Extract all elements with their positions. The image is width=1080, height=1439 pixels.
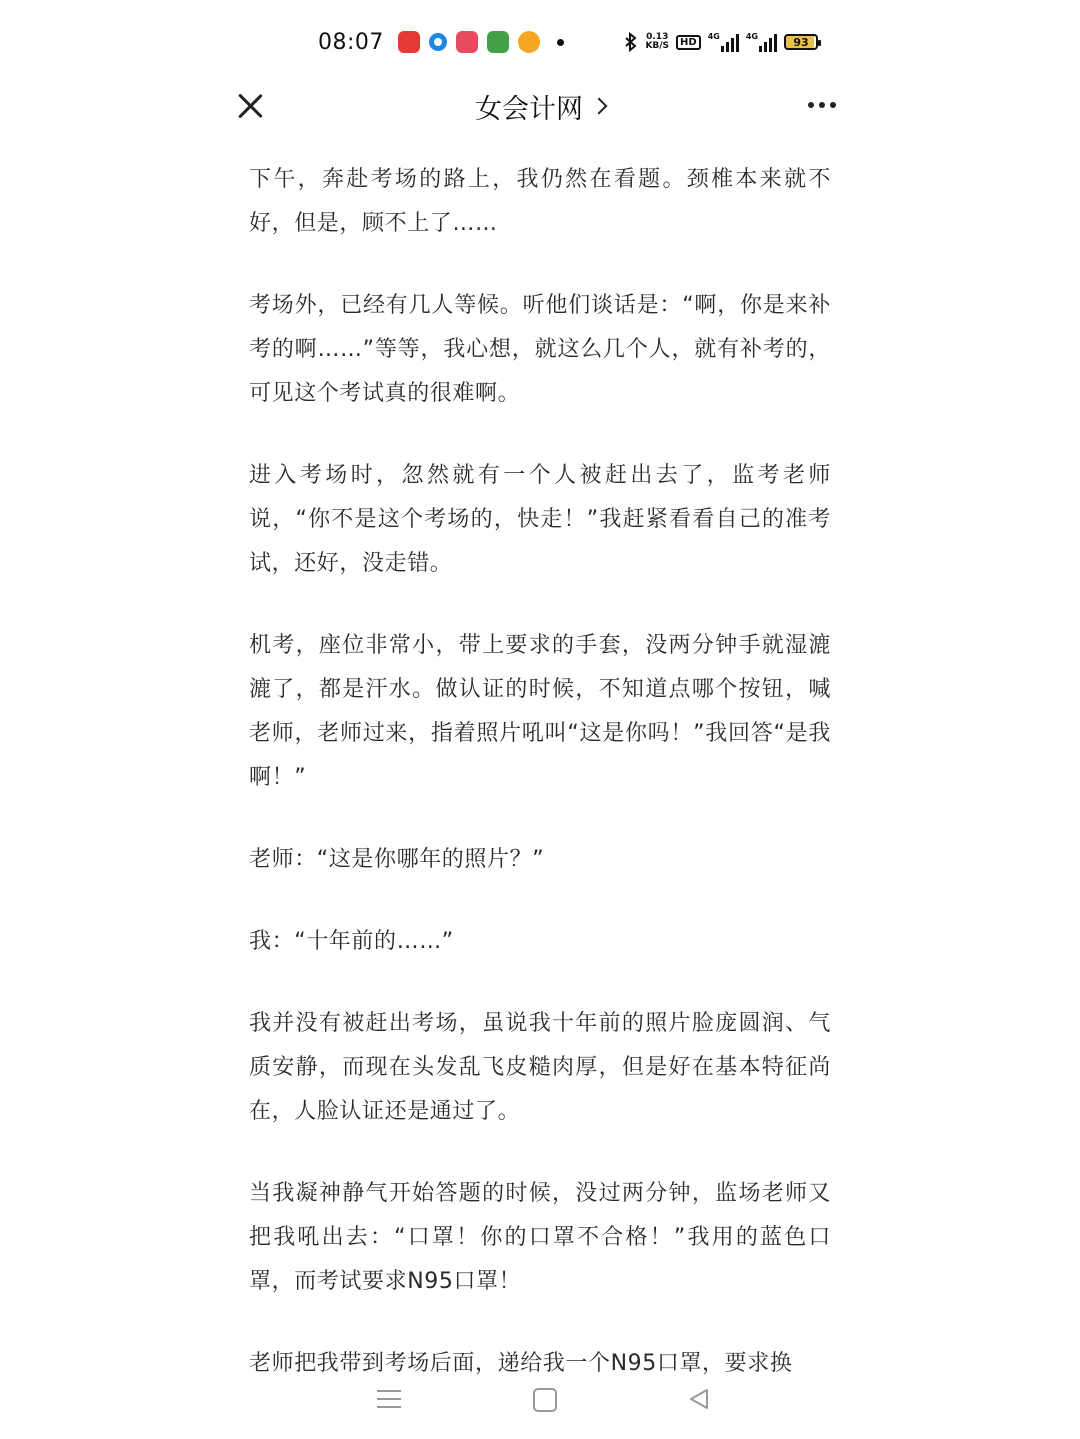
page-title: 女会计网: [475, 93, 583, 125]
hd-badge: HD: [676, 35, 701, 50]
article-paragraph: 当我凝神静气开始答题的时候，没过两分钟，监场老师又把我吼出去：“口罩！你的口罩不合格！”我用的蓝色口罩，而考试要求N95口罩！: [249, 1181, 831, 1294]
status-time: 08:07: [318, 29, 384, 55]
home-icon[interactable]: [533, 1388, 557, 1412]
article-paragraph: 老师：“这是你哪年的照片？”: [249, 847, 545, 872]
close-icon[interactable]: [234, 90, 266, 122]
article-paragraph: 考场外，已经有几人等候。听他们谈话是：“啊，你是来补考的啊……”等等，我心想，就这么几个人，就有补考的，可见这个考试真的很难啊。: [249, 293, 831, 406]
article-paragraph: 进入考场时，忽然就有一个人被赶出去了，监考老师说，“你不是这个考场的，快走！”我赶紧看看自己的准考试，还好，没走错。: [249, 463, 831, 576]
recent-apps-icon[interactable]: [377, 1388, 401, 1410]
signal-icon-1: [708, 32, 739, 52]
app-green-icon: [487, 31, 509, 53]
article-paragraph: 我并没有被赶出考场，虽说我十年前的照片脸庞圆润、气质安静，而现在头发乱飞皮糙肉厚，但是好在基本特征尚在，人脸认证还是通过了。: [249, 1011, 831, 1124]
weibo-icon: [518, 31, 540, 53]
net-type-1: 4G: [707, 32, 720, 41]
status-right: [624, 32, 818, 52]
header: [230, 80, 850, 132]
signal-icon-2: [746, 32, 777, 52]
system-nav-bar: [0, 1372, 1080, 1432]
article-content[interactable]: [249, 158, 831, 1376]
battery-icon: [784, 34, 818, 50]
net-type-2: 4G: [745, 32, 758, 41]
more-options-icon[interactable]: [808, 102, 836, 108]
chevron-right-icon: [591, 98, 608, 115]
net-speed: [645, 33, 669, 51]
app-blue-ring-icon: [429, 33, 447, 51]
account-title-link[interactable]: [475, 87, 605, 126]
article-paragraph: 我：“十年前的……”: [249, 929, 454, 954]
battery-level: 93: [793, 35, 809, 49]
bluetooth-icon: [624, 32, 638, 52]
article-paragraph: 下午，奔赴考场的路上，我仍然在看题。颈椎本来就不好，但是，顾不上了……: [249, 167, 831, 236]
status-bar: [318, 26, 818, 58]
article-paragraph: 老师把我带到考场后面，递给我一个N95口罩，要求换: [249, 1351, 793, 1376]
notification-icons: [398, 31, 564, 53]
more-notifications-dot: [557, 39, 564, 46]
net-speed-value: 0.13: [646, 32, 669, 42]
app-red-pattern-icon: [456, 31, 478, 53]
net-speed-unit: KB/S: [645, 41, 670, 51]
back-icon[interactable]: [688, 1388, 710, 1410]
article-paragraph: 机考，座位非常小，带上要求的手套，没两分钟手就湿漉漉了，都是汗水。做认证的时候，不知道点哪个按钮，喊老师，老师过来，指着照片吼叫“这是你吗！”我回答“是我啊！”: [249, 633, 831, 790]
app-red-icon: [398, 31, 420, 53]
